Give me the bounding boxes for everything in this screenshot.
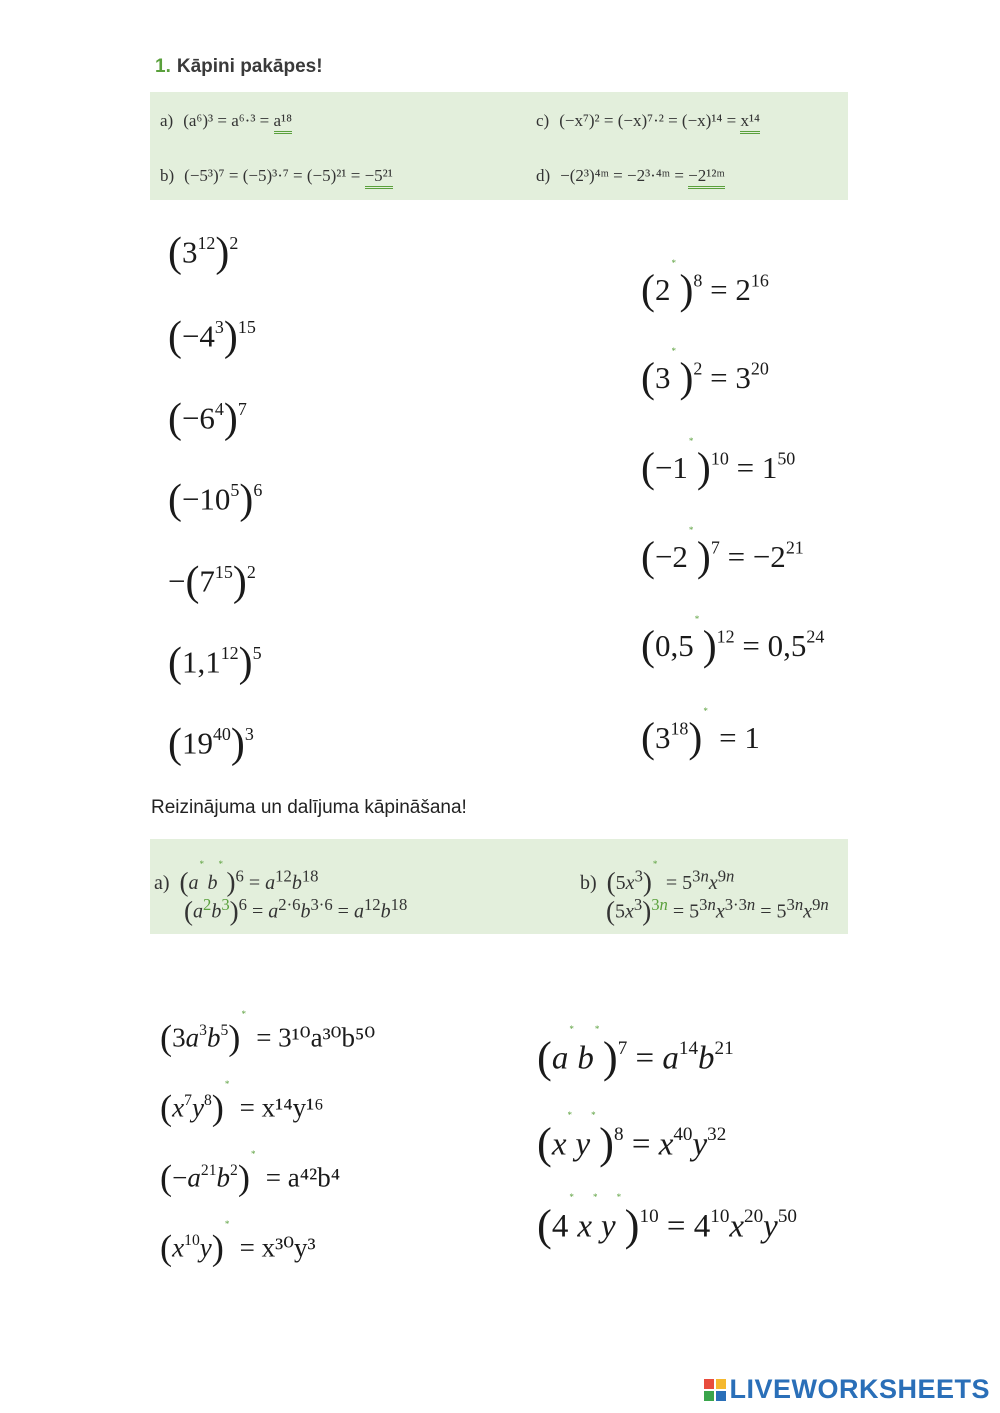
task-right-6: $(3^{18})* = 1$ [641,686,760,762]
logo-text: LIVEWORKSHEETS [729,1374,990,1404]
task-left-4: $(-10^5)^6$ [168,477,263,523]
answer-blank[interactable] [695,594,702,603]
answer-blank[interactable] [595,1004,602,1013]
task-left-6: $(1,1^{12})^5$ [168,640,262,686]
example-a-answer: a¹⁸ [274,111,293,134]
answer-blank[interactable] [671,238,678,247]
answer-blank[interactable] [569,1172,576,1181]
task2-left-2: $(x^7y^8)* = x^{14}y^{16}$ [160,1063,324,1129]
exercise-heading [155,56,323,78]
answer-blank[interactable] [689,416,696,425]
example-c: c) (−x⁷)² = (−x)⁷·² = (−x)¹⁴ = x¹⁴ [536,111,760,131]
task2-left-4: $(x^{10}y)* = x^{30}y^3$ [160,1203,316,1269]
answer-blank[interactable] [225,1203,232,1212]
example2-a-solution: $(a^2b^3)^6 = a^{2\cdot 6}b^{3\cdot 6} = a^{12}b^{18}$ [184,895,408,926]
task2-left-3: $(-a^{21}b^2)* = a^{42}b^4$ [160,1133,340,1199]
task2-right-2: (x* y* )$^8 = x^{40}y^{32}$ [537,1090,726,1169]
task-right-1: (2* )$^8 = 2^{16}$ [641,238,769,314]
example2-a: a) (a* b* )$^6 = a^{12}b^{18}$ [154,850,318,898]
task-left-3: $(-6^4)^7$ [168,396,247,442]
answer-blank[interactable] [251,1133,258,1142]
answer-blank[interactable] [241,993,248,1002]
example-b-answer: −5²¹ [365,166,393,189]
answer-blank[interactable] [225,1063,232,1072]
task-left-5: $-(7^{15})^2$ [168,559,256,605]
example2-b: b) $(5x^3)* = 5^{3n}x^{9n}$ [580,850,734,898]
task2-right-1: (a* b* )$^7 = a^{14}b^{21}$ [537,1004,734,1083]
task2-right-3: (4* x* y* )$^{10} = 4^{10}x^{20}y^{50}$ [537,1172,797,1251]
answer-blank[interactable] [591,1090,598,1099]
exercise-number: 1. [155,56,171,77]
answer-blank[interactable] [689,505,696,514]
example-d-answer: −2¹²ᵐ [688,166,725,189]
example-a: a) (a⁶)³ = a⁶·³ = a¹⁸ [160,111,292,131]
task-right-2: (3* )$^2 = 3^{20}$ [641,326,769,402]
example-b: b) (−5³)⁷ = (−5)³·⁷ = (−5)²¹ = −5²¹ [160,166,393,186]
logo-icon [704,1379,726,1401]
task-right-5: (0,5* )$^{12} = 0,5^{24}$ [641,594,824,670]
example2-b-solution: $(5x^3)^{3n} = 5^{3n}x^{3\cdot 3n} = 5^{3n}x^{9n}$ [606,895,829,926]
section-subtitle: Reizinājuma un dalījuma kāpināšana! [151,797,467,818]
answer-blank[interactable] [593,1172,600,1181]
answer-blank[interactable] [671,326,678,335]
answer-blank[interactable] [568,1090,575,1099]
task-left-2: $(-4^3)^{15}$ [168,314,256,360]
answer-blank[interactable] [617,1172,624,1181]
task-left-1: $(3^{12})^2$ [168,230,239,276]
example-d: d) −(2³)⁴ᵐ = −2³·⁴ᵐ = −2¹²ᵐ [536,166,725,186]
task-right-4: (−2* )$^7 = -2^{21}$ [641,505,804,581]
liveworksheets-logo [704,1374,990,1405]
task2-left-1: $(3a^3b^5)* = 3^{10}a^{30}b^{50}$ [160,993,375,1059]
example-c-answer: x¹⁴ [740,111,760,134]
task-left-7: $(19^{40})^3$ [168,721,254,767]
exercise-title: Kāpini pakāpes! [176,56,323,77]
answer-blank[interactable] [703,686,710,695]
task-right-3: (−1* )$^{10} = 1^{50}$ [641,416,795,492]
answer-blank[interactable] [569,1004,576,1013]
